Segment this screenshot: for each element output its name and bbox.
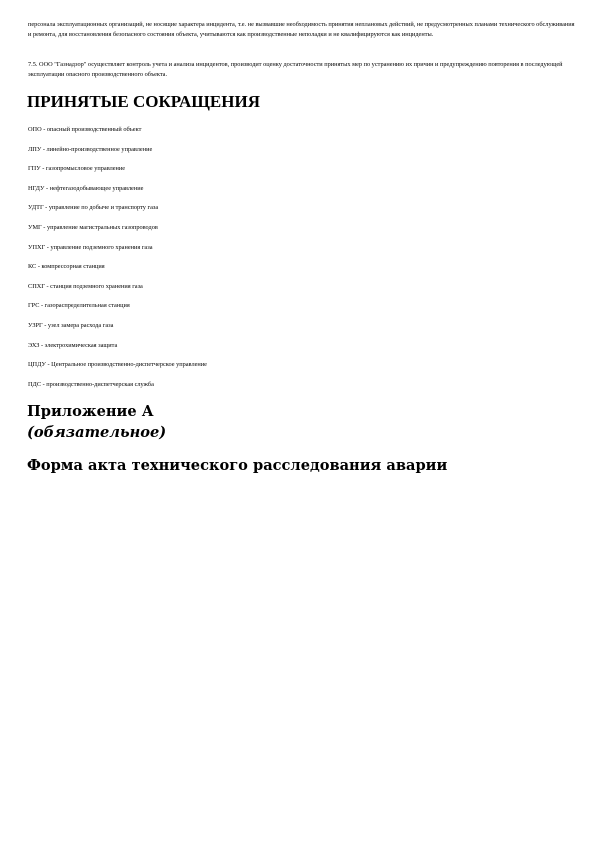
abbreviations-list — [28, 125, 207, 399]
abbreviation-item: УДТГ - управление по добыче и транспорту газа — [28, 204, 159, 212]
appendix-subtitle: (обязательное) — [27, 424, 167, 441]
paragraph-incident-definition: персонала эксплуатационных организаций, не носящие характера инцидента, т.е. не вызвавшие необходимость принятия неплановых действий, не предусмотренных планами технического обслуживания и ремонта, для восстановления безопасного состояния объекта, учитываются как производственные неполадки и не квалифицируются как инциденты. — [28, 21, 575, 39]
abbreviation-item: КС - компрессорная станция — [28, 263, 105, 271]
abbreviation-item: ЭХЗ - электрохимическая защита — [28, 341, 118, 349]
abbreviation-item: ОПО - опасный производственный объект — [28, 126, 142, 133]
abbreviation-item: ПДС - производственно-диспетчерская служба — [28, 380, 154, 388]
abbreviation-item: НГДУ - нефтегазодобывающее управление — [28, 184, 144, 192]
abbreviation-item: УПХГ - управление подземного хранения газа — [28, 243, 153, 251]
abbreviations-heading: ПРИНЯТЫЕ СОКРАЩЕНИЯ — [27, 92, 260, 111]
abbreviation-item: СПХГ - станция подземного хранения газа — [28, 282, 143, 290]
abbreviation-item: УМГ - управление магистральных газопроводов — [28, 223, 158, 231]
abbreviation-item: ГРС - газораспределительная станция — [28, 302, 130, 310]
paragraph-7-5: 7.5. ООО "Газнадзор" осуществляет контроль учета и анализа инцидентов, производит оценку достаточности принятых мер по устранению их причин и предупреждению повторения в последующей эксплуатации опасного производственного объекта. — [28, 61, 563, 79]
abbreviation-item: ЦПДУ - Центральное производственно-диспетчерское управление — [28, 361, 207, 369]
abbreviation-item: УЗРГ - узел замера расхода газа — [28, 321, 114, 329]
form-title: Форма акта технического расследования аварии — [27, 457, 448, 474]
abbreviation-item: ГПУ - газопромысловое управление — [28, 165, 126, 173]
abbreviation-item: ЛПУ - линейно-производственное управление — [28, 145, 153, 153]
appendix-title: Приложение А — [27, 403, 154, 420]
